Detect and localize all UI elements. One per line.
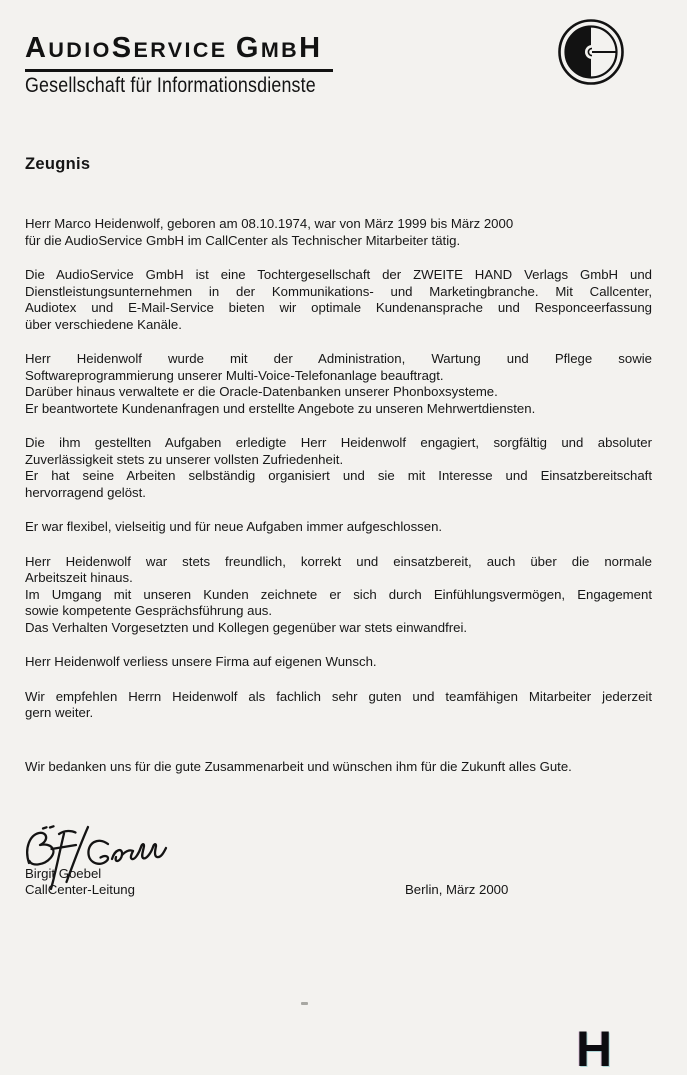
text-line: gern weiter.: [25, 705, 94, 720]
text-line: Softwareprogrammierung unserer Multi-Voice-Telefonanlage beauftragt.: [25, 367, 444, 383]
scan-artifact-dash: [301, 1002, 308, 1005]
paragraph: [25, 435, 652, 501]
text-line: Die ihm gestellten Aufgaben erledigte Herr Heidenwolf engagiert, sorgfältig und absoluter: [25, 435, 652, 450]
text-line: sowie kompetente Gesprächsführung aus.: [25, 603, 273, 618]
paragraph: [25, 216, 652, 249]
paragraph: [25, 554, 652, 637]
text-line: Er war flexibel, vielseitig und für neue Aufgaben immer aufgeschlossen.: [25, 519, 443, 534]
text-line: Wir bedanken uns für die gute Zusammenarbeit und wünschen ihm für die Zukunft alles Gute.: [25, 758, 572, 774]
company-subtitle: Gesellschaft für Informationsdienste: [25, 74, 316, 97]
text-line: Herr Heidenwolf verliess unsere Firma auf eigenen Wunsch.: [25, 654, 377, 669]
text-line: hervorragend gelöst.: [25, 484, 146, 500]
text-line: Herr Heidenwolf war stets freundlich, korrekt und einsatzbereit, auch über die normale: [25, 553, 652, 569]
letter-body: [25, 216, 652, 775]
text-line: Audiotex und E-Mail-Service bieten wir optimale Kundenansprache und Responceerfassung: [25, 300, 652, 315]
paragraph: [25, 351, 652, 417]
paragraph: [25, 267, 652, 333]
paragraph: [25, 689, 652, 722]
signatory-name: Birgit Goebel: [25, 866, 102, 881]
text-line: Die AudioService GmbH ist eine Tochtergesellschaft der ZWEITE HAND Verlags GmbH und: [25, 267, 652, 282]
paragraph: [25, 519, 652, 536]
text-line: Zuverlässigkeit stets zu unserer vollsten Zufriedenheit.: [25, 451, 344, 467]
place-date: Berlin, März 2000: [405, 882, 509, 897]
text-line: Herr Heidenwolf wurde mit der Administration, Wartung und Pflege sowie: [25, 351, 652, 366]
company-name-part: A: [25, 32, 49, 64]
brand-underline: [25, 69, 333, 72]
paragraph: [25, 654, 652, 671]
text-line: Er beantwortete Kundenanfragen und erstellte Angebote zu unseren Mehrwertdiensten.: [25, 400, 536, 416]
text-line: Herr Marco Heidenwolf, geboren am 08.10.1974, war von März 1999 bis März 2000: [25, 216, 514, 231]
text-line: Das Verhalten Vorgesetzten und Kollegen gegenüber war stets einwandfrei.: [25, 619, 468, 635]
text-line: über verschiedene Kanäle.: [25, 316, 182, 332]
text-line: Darüber hinaus verwaltete er die Oracle-Datenbanken unserer Phonboxsysteme.: [25, 384, 498, 399]
company-name-part: G: [235, 32, 261, 64]
text-line: Im Umgang mit unseren Kunden zeichnete er sich durch Einfühlungsvermögen, Engagement: [25, 586, 652, 602]
signatory-role: CallCenter-Leitung: [25, 882, 135, 897]
company-name-part: S: [111, 32, 134, 64]
company-logo-icon: [556, 17, 626, 87]
text-line: für die AudioService GmbH im CallCenter als Technischer Mitarbeiter tätig.: [25, 232, 461, 248]
h-mark: H: [576, 1021, 613, 1075]
company-name-part: MB: [260, 38, 300, 62]
text-line: Er hat seine Arbeiten selbständig organisiert und sie mit Interesse und Einsatzbereitschaft: [25, 468, 652, 483]
signature-block: [25, 829, 652, 899]
company-name-part: ERVICE: [133, 38, 236, 62]
text-line: Arbeitszeit hinaus.: [25, 570, 133, 585]
company-name-part: H: [299, 32, 323, 64]
document-title: Zeugnis: [25, 155, 91, 173]
paragraph: [25, 759, 652, 776]
company-name-part: UDIO: [48, 38, 112, 62]
text-line: Wir empfehlen Herrn Heidenwolf als fachlich sehr guten und teamfähigen Mitarbeiter jederzeit: [25, 688, 652, 704]
text-line: Dienstleistungsunternehmen in der Kommunikations- und Marketingbranche. Mit Callcenter,: [25, 283, 652, 299]
